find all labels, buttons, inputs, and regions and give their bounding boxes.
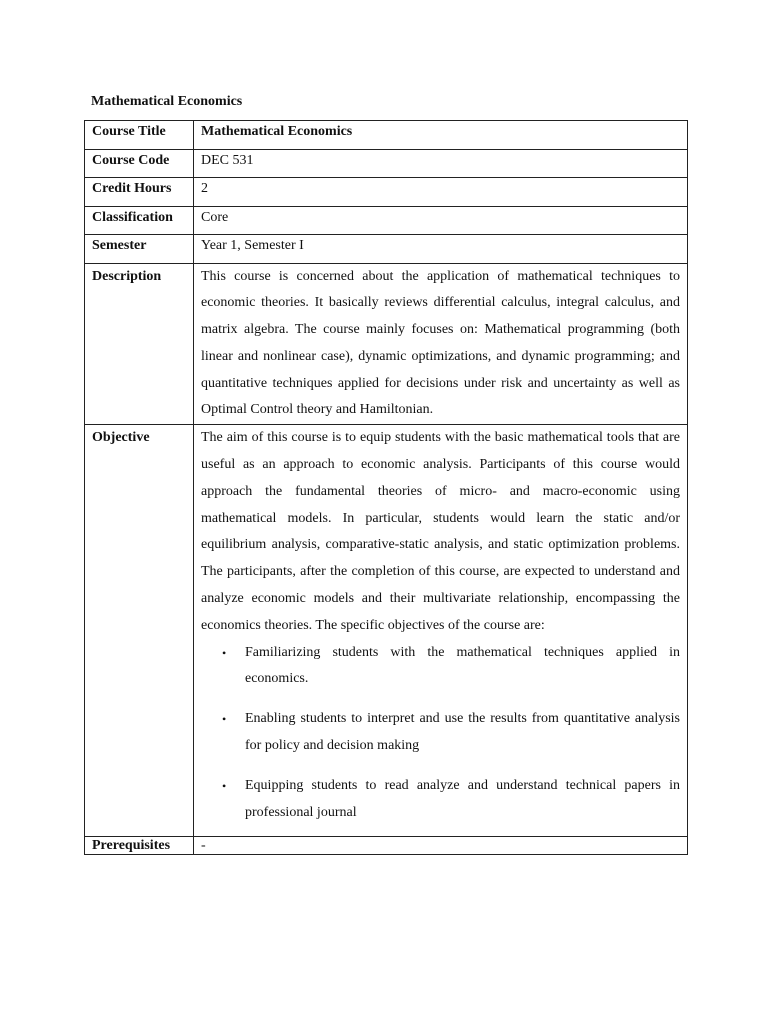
description-value: This course is concerned about the application of mathematical techniques to economic theories. It basically reviews differential calculus, integral calculus, and matrix algebra. The course mainly focuses on: Mathematical programming (both linear and nonlinear case), dynamic optimizations, and dynamic programming; and quantitative techniques applied for decisions under risk and uncertainty as well as Optimal Control theory and Hamiltonian. [194, 263, 688, 425]
prerequisites-value: - [194, 837, 688, 855]
row-classification [85, 206, 688, 235]
credit-hours-label: Credit Hours [85, 178, 194, 207]
description-label: Description [85, 263, 194, 425]
row-semester [85, 235, 688, 264]
row-objective [85, 425, 688, 837]
course-code-label: Course Code [85, 149, 194, 178]
objective-intro: The aim of this course is to equip students with the basic mathematical tools that are useful as an approach to economic analysis. Participants of this course would approach the fundamental theories of micro- and macro-economic using mathematical models. In particular, students would learn the static and/or equilibrium analysis, comparative-static analysis, and static optimization problems. The participants, after the completion of this course, are expected to understand and analyze economic models and their multivariate relationship, encompassing the economics theories. The specific objectives of the course are: [201, 430, 680, 633]
row-course-title [85, 121, 688, 150]
objective-item-text: Enabling students to interpret and use the results from quantitative analysis for policy and decision making [245, 711, 680, 754]
semester-label: Semester [85, 235, 194, 264]
objective-list [201, 640, 680, 827]
objective-cell [194, 425, 688, 837]
bullet-icon: • [222, 712, 227, 727]
document-heading: Mathematical Economics [91, 94, 243, 109]
classification-label: Classification [85, 206, 194, 235]
objective-item-text: Familiarizing students with the mathematical techniques applied in economics. [245, 644, 680, 687]
objective-item [222, 640, 680, 694]
objective-item [222, 706, 680, 760]
bullet-icon: • [222, 645, 227, 660]
classification-value: Core [194, 206, 688, 235]
row-course-code [85, 149, 688, 178]
objective-label: Objective [85, 425, 194, 837]
credit-hours-value: 2 [194, 178, 688, 207]
course-code-value: DEC 531 [194, 149, 688, 178]
row-prerequisites [85, 837, 688, 855]
course-info-table [84, 120, 688, 855]
objective-item [222, 773, 680, 827]
prerequisites-label: Prerequisites [85, 837, 194, 855]
course-title-label: Course Title [85, 121, 194, 150]
semester-value: Year 1, Semester I [194, 235, 688, 264]
bullet-icon: • [222, 778, 227, 793]
row-credit-hours [85, 178, 688, 207]
course-title-value: Mathematical Economics [194, 121, 688, 150]
row-description [85, 263, 688, 425]
objective-item-text: Equipping students to read analyze and understand technical papers in professional journal [245, 777, 680, 820]
